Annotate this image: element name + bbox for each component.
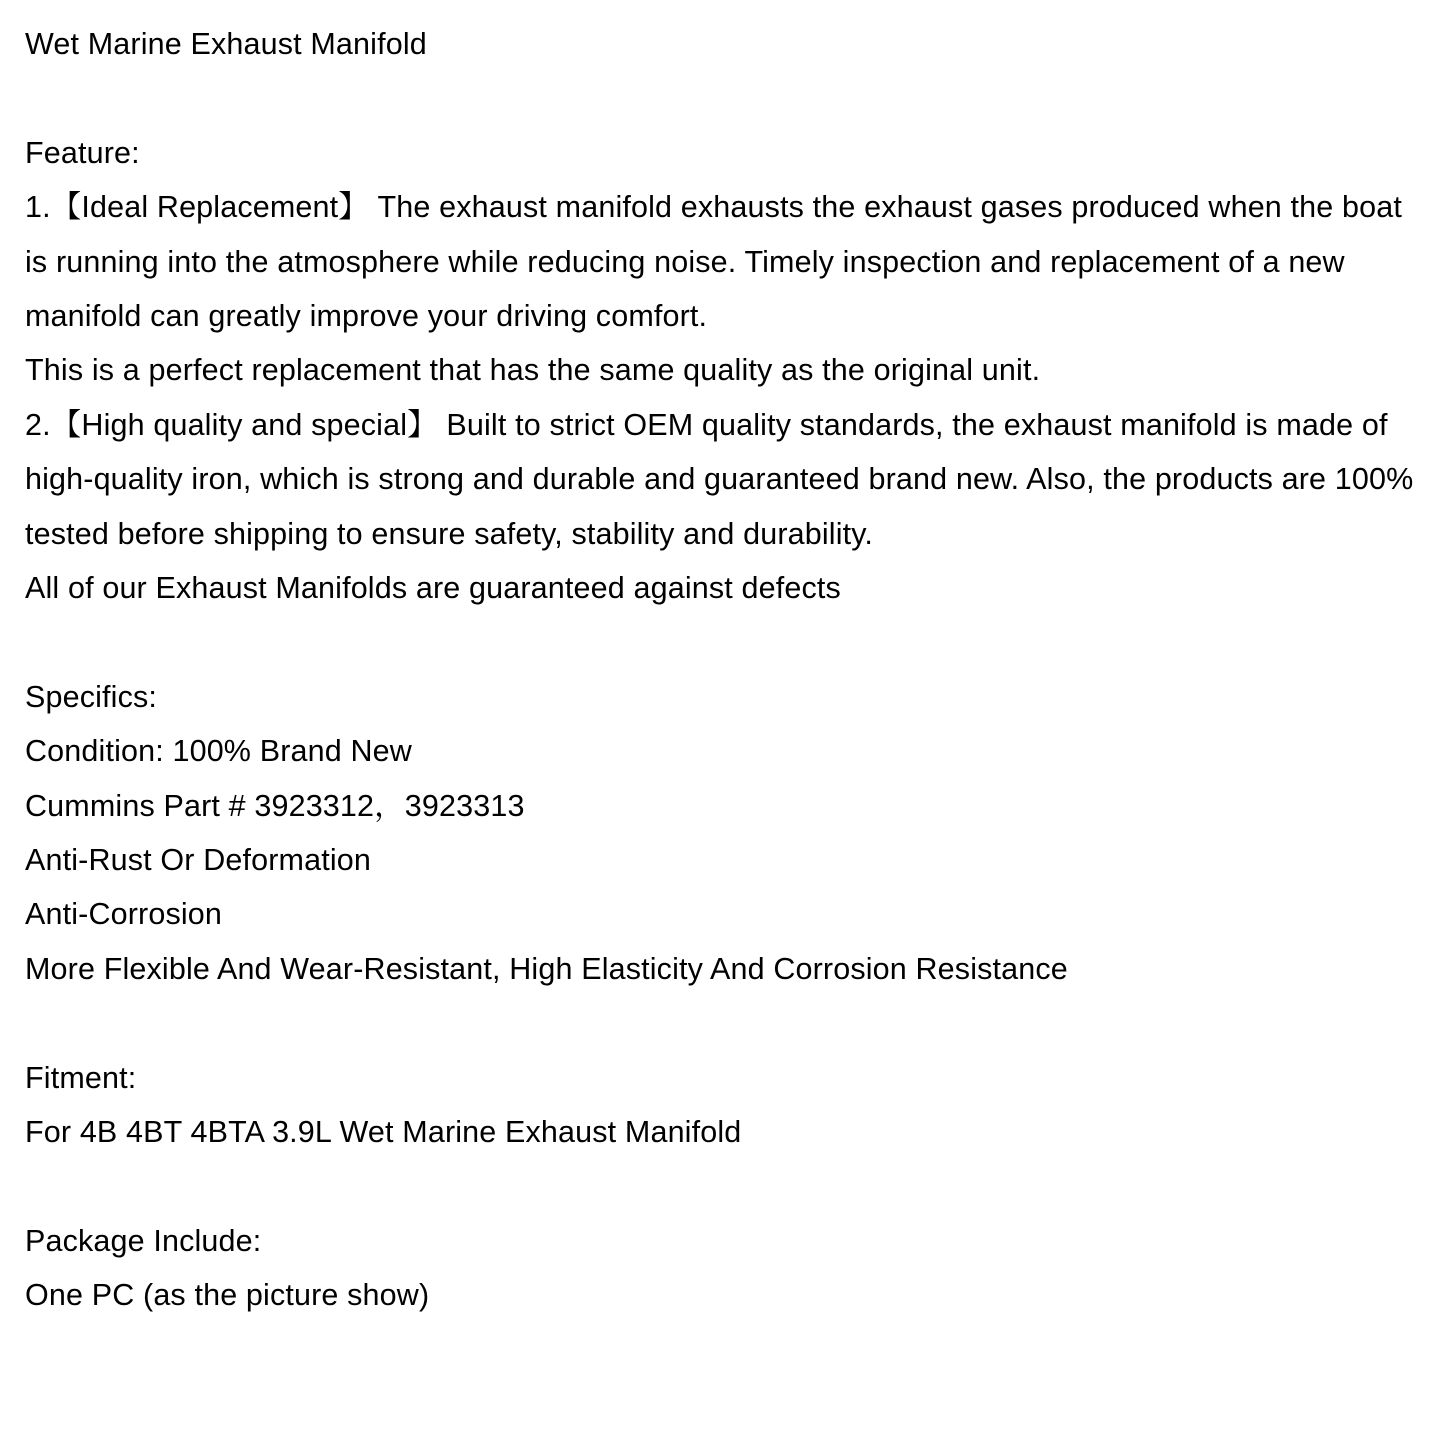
spacer [25,615,1430,669]
package-heading: Package Include: [25,1223,262,1258]
fitment-heading: Fitment: [25,1060,137,1095]
specifics-line-flexible: More Flexible And Wear-Resistant, High Elasticity And Corrosion Resistance [25,951,1068,986]
feature-item-2: 2.【High quality and special】 Built to strict OEM quality standards, the exhaust manifold is made of high-quality iron, which is strong and durable and guaranteed brand new. Also, the products are 100% tested before shipping to ensure safety, stability and durability. [25,407,1414,551]
spacer [25,996,1430,1050]
specifics-line-condition: Condition: 100% Brand New [25,734,412,769]
specifics-line-part-number: Cummins Part # 3923312，3923313 [25,788,525,823]
package-line: One PC (as the picture show) [25,1278,430,1313]
specifics-line-anti-rust: Anti-Rust Or Deformation [25,843,371,878]
feature-heading: Feature: [25,135,140,170]
specifics-heading: Specifics: [25,679,158,714]
feature-item-2-note: All of our Exhaust Manifolds are guaranteed against defects [25,571,841,606]
document-body [25,17,1430,1323]
feature-item-1: 1.【Ideal Replacement】 The exhaust manifold exhausts the exhaust gases produced when the boat is running into the atmosphere while reducing noise. Timely inspection and replacement of a new manifold can greatly improve your driving comfort. [25,190,1402,334]
fitment-line: For 4B 4BT 4BTA 3.9L Wet Marine Exhaust Manifold [25,1115,742,1150]
feature-item-1-note: This is a perfect replacement that has the same quality as the original unit. [25,353,1041,388]
spacer [25,1159,1430,1213]
document-title: Wet Marine Exhaust Manifold [25,27,427,61]
spacer [25,71,1430,125]
specifics-line-anti-corrosion: Anti-Corrosion [25,897,223,932]
